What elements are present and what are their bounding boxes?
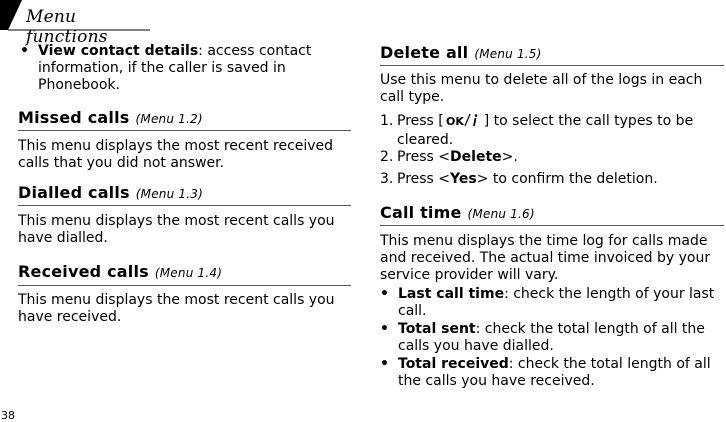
heading-rule — [18, 205, 351, 206]
menu-number: (Menu 1.6) — [467, 207, 535, 221]
softkey-label: Yes — [450, 171, 477, 187]
step-text — [397, 149, 518, 166]
bullet-term: Total sent — [398, 321, 476, 337]
call-time-description: This menu displays the time log for calls made and received. The actual time invoiced by your service provider will vary. — [380, 233, 711, 283]
menu-number: (Menu 1.3) — [135, 187, 203, 201]
bullet-text — [398, 356, 726, 390]
menu-number: (Menu 1.5) — [474, 47, 542, 61]
bullet-description: : check the total length of all the calls you have received. — [398, 356, 711, 389]
bullet-dot: • — [20, 43, 29, 59]
bullet-description: : check the length of your last call. — [398, 286, 715, 319]
delete-all-description: Use this menu to delete all of the logs in each call type. — [380, 72, 703, 105]
bullet-description: : access contact information, if the caller is saved in Phonebook. — [38, 43, 312, 93]
delete-all-heading — [380, 43, 542, 62]
heading-rule — [18, 130, 351, 131]
step-number: 3. — [380, 171, 394, 187]
step-text-post: >. — [501, 149, 518, 165]
bullet-text — [398, 286, 726, 320]
header — [0, 0, 160, 47]
bullet-term: View contact details — [38, 43, 199, 59]
svg-text:OK: OK — [445, 115, 464, 127]
dialled-calls-heading — [18, 183, 203, 202]
heading-title: Call time — [380, 203, 462, 222]
menu-number: (Menu 1.4) — [154, 266, 223, 280]
step-text-post: ] to select the call types to be cleared. — [397, 113, 694, 148]
heading-rule — [18, 285, 351, 286]
bullet-dot: • — [380, 356, 389, 372]
call-time-heading — [380, 203, 535, 222]
step-text-pre: Press < — [397, 171, 451, 187]
step-number: 2. — [380, 149, 394, 165]
step-text — [397, 171, 658, 188]
dialled-calls-description: This menu displays the most recent calls you have dialled. — [18, 213, 335, 246]
bullet-dot: • — [380, 321, 389, 337]
received-calls-description: This menu displays the most recent calls you have received. — [18, 292, 335, 325]
heading-title: Received calls — [18, 262, 149, 281]
bullet-term: Last call time — [398, 286, 505, 302]
menu-number: (Menu 1.2) — [135, 112, 203, 126]
heading-title: Delete all — [380, 43, 469, 62]
bullet-description: : check the total length of all the calls you have dialled. — [398, 321, 705, 354]
softkey-label: Delete — [450, 149, 502, 165]
bullet-term: Total received — [398, 356, 509, 372]
bullet-dot: • — [380, 286, 389, 302]
ok-key-icon — [445, 113, 483, 132]
step-text-post: > to confirm the deletion. — [476, 171, 658, 187]
step-text-pre: Press [ — [397, 113, 444, 129]
heading-title: Dialled calls — [18, 183, 130, 202]
heading-rule — [380, 225, 724, 226]
bullet-text — [398, 321, 726, 355]
page-header-title: Menu functions — [26, 7, 108, 47]
page-number: 38 — [1, 409, 15, 422]
heading-rule — [380, 65, 724, 66]
heading-title: Missed calls — [18, 108, 130, 127]
received-calls-heading — [18, 262, 222, 281]
bullet-text — [38, 43, 338, 94]
step-number: 1. — [380, 113, 394, 129]
missed-calls-description: This menu displays the most recent received calls that you did not answer. — [18, 138, 334, 171]
step-text-pre: Press < — [397, 149, 451, 165]
missed-calls-heading — [18, 108, 203, 127]
step-text — [397, 113, 717, 149]
